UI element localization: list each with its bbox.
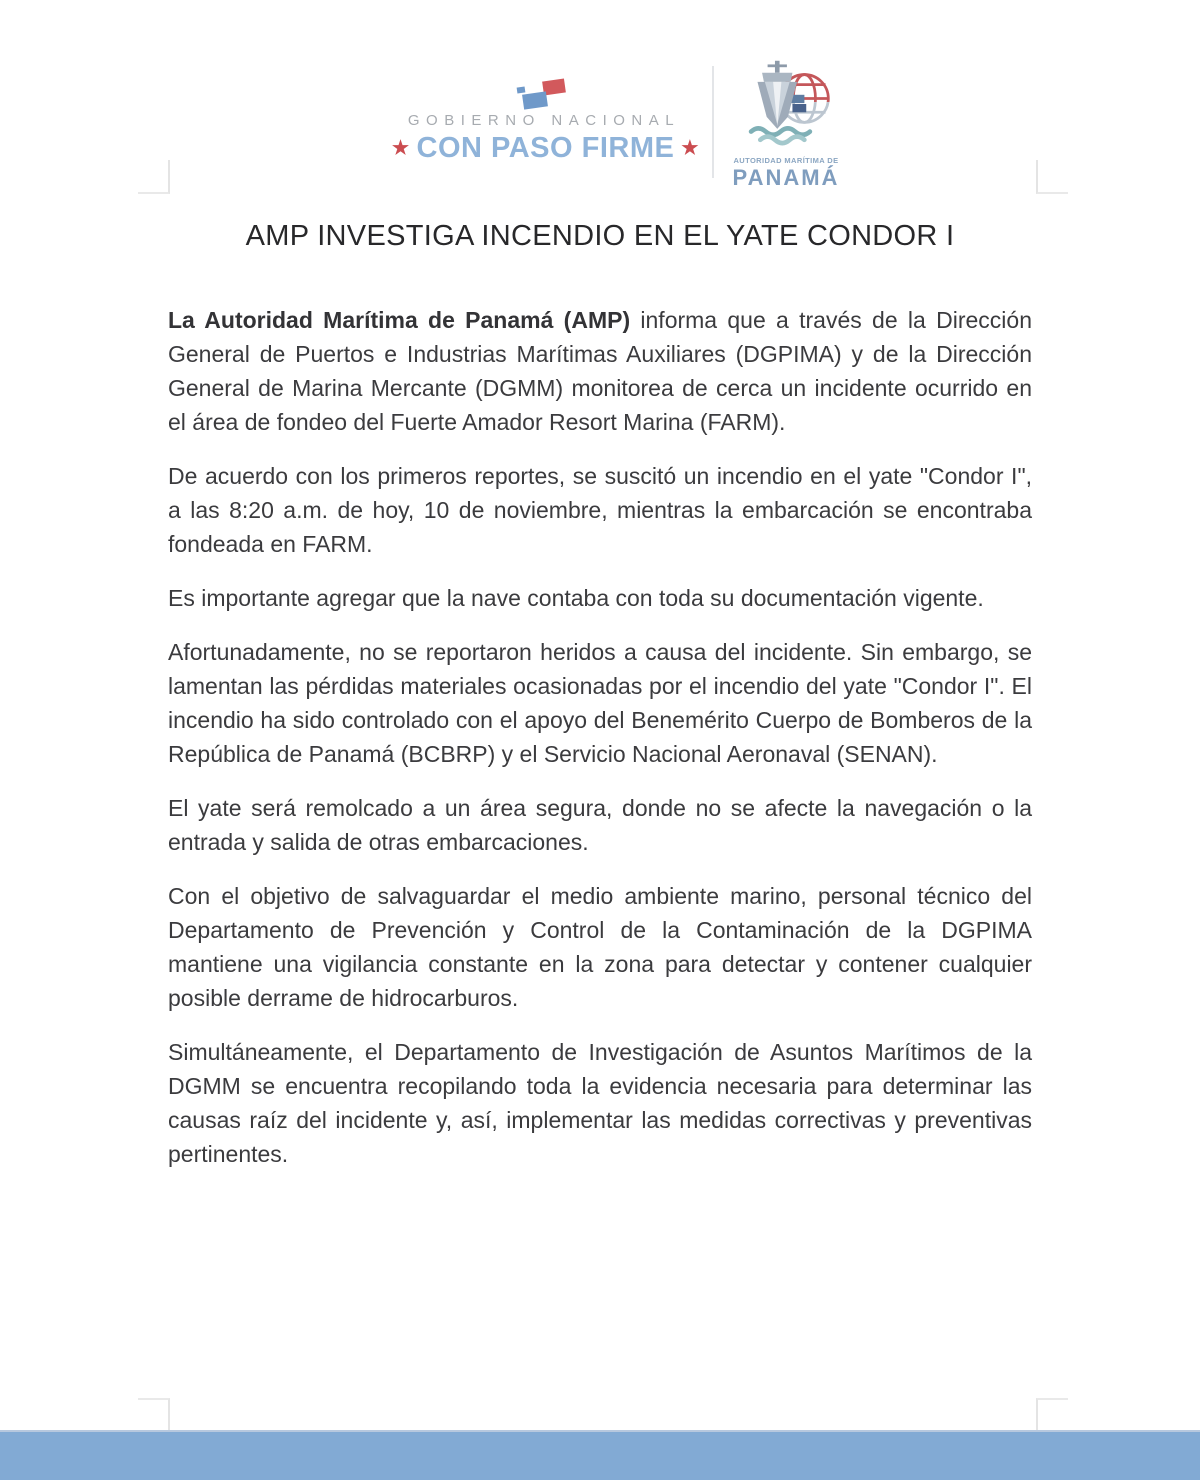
article-paragraph: El yate será remolcado a un área segura, donde no se afecte la navegación o la entrada y salida de otras embarcaciones.	[168, 795, 1032, 855]
article-paragraph: La Autoridad Marítima de Panamá (AMP) informa que a través de la Dirección General de Puertos e Industrias Marítimas Auxiliares (DGPIMA) y de la Dirección General de Marina Mercante (DGMM) monitorea de cerca un incidente ocurrido en el área de fondeo del Fuerte Amador Resort Marina (FARM).	[168, 307, 1032, 435]
amp-ship-emblem-icon	[740, 58, 832, 150]
footer-accent-bar	[0, 1430, 1200, 1480]
panama-text: PANAMÁ	[732, 165, 840, 190]
page-title: AMP INVESTIGA INCENDIO EN EL YATE CONDOR I	[245, 220, 955, 252]
autoridad-maritima-text: AUTORIDAD MARÍTIMA DE	[733, 156, 839, 165]
bold-lead: La Autoridad Marítima de Panamá (AMP)	[168, 307, 631, 333]
article-paragraph: Con el objetivo de salvaguardar el medio ambiente marino, personal técnico del Departamento de Prevención y Control de la Contaminación de la DGPIMA mantiene una vigilancia constante en la zona para detectar y contener cualquier posible derrame de hidrocarburos.	[168, 883, 1032, 1011]
article-paragraph: Afortunadamente, no se reportaron heridos a causa del incidente. Sin embargo, se lamentan las pérdidas materiales ocasionadas por el incendio del yate "Condor I". El incendio ha sido controlado con el apoyo del Benemérito Cuerpo de Bomberos de la República de Panamá (BCBRP) y el Servicio Nacional Aeronaval (SENAN).	[168, 639, 1032, 767]
star-icon: ★	[392, 138, 410, 159]
star-icon: ★	[681, 138, 699, 159]
corner-mark-bottom-right	[1036, 1398, 1068, 1432]
article-paragraph: Es importante agregar que la nave contaba con toda su documentación vigente.	[168, 585, 984, 611]
article-body	[168, 303, 1032, 1191]
article-paragraph: Simultáneamente, el Departamento de Investigación de Asuntos Marítimos de la DGMM se encuentra recopilando toda la evidencia necesaria para determinar las causas raíz del incidente y, así, implementar las medidas correctivas y preventivas pertinentes.	[168, 1039, 1032, 1167]
con-paso-firme-text: ★ CON PASO FIRME ★	[385, 132, 697, 165]
logo-divider	[712, 66, 714, 178]
gobierno-nacional-text: GOBIERNO NACIONAL	[407, 112, 681, 129]
panama-flag-icon	[511, 80, 571, 110]
article-paragraph: De acuerdo con los primeros reportes, se suscitó un incendio en el yate "Condor I", a las 8:20 a.m. de hoy, 10 de noviembre, mientras la embarcación se encontraba fondeada en FARM.	[168, 463, 1032, 557]
document-header	[0, 0, 1200, 210]
gobierno-nacional-logo	[385, 80, 697, 165]
amp-logo	[731, 58, 841, 191]
corner-mark-bottom-left	[138, 1398, 170, 1432]
